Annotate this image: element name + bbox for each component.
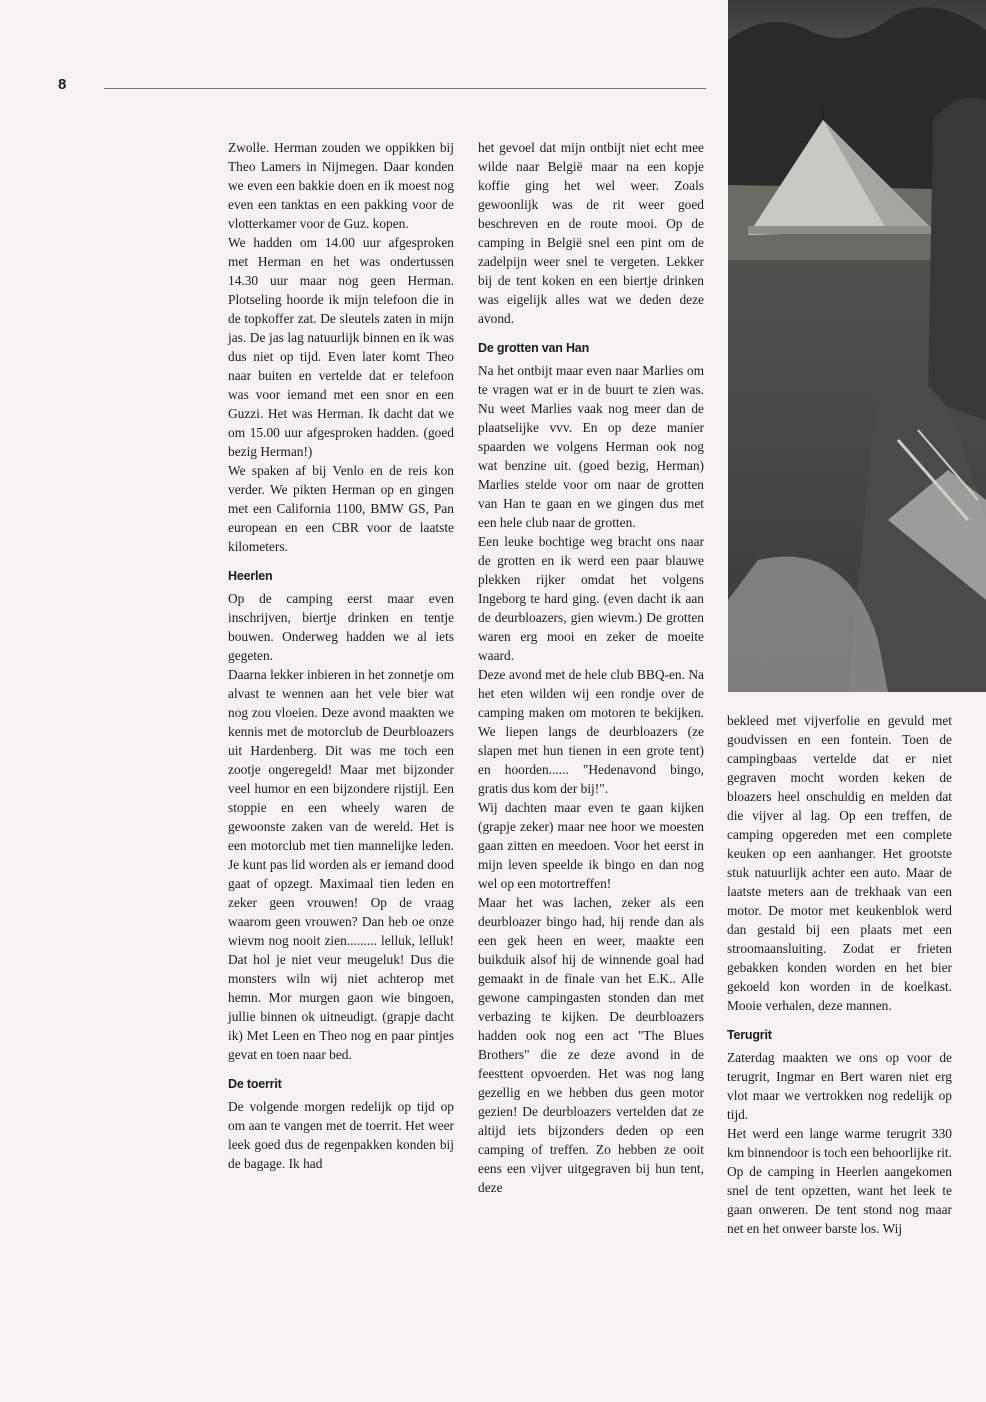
paragraph: We spaken af bij Venlo en de reis kon verder. We pikten Herman op en gingen met een California 1100, BMW GS, Pan european en een CBR voor de laatste kilometers. (228, 463, 454, 554)
paragraph: Zwolle. Herman zouden we oppikken bij Theo Lamers in Nijmegen. Daar konden we even een bakkie doen en ik moest nog even een tanktas en een pakking voor de vlotterkamer voor de Guz. kopen. (228, 140, 454, 231)
paragraph: Wij dachten maar even te gaan kijken (grapje zeker) maar nee hoor we moesten gaan zitten en meedoen. Voor het eerst in mijn leven speelde ik bingo en dan nog wel op een motortreffen! (478, 800, 704, 891)
paragraph: De volgende morgen redelijk op tijd op om aan te vangen met de toerrit. Het weer leek goed dus de regenpakken konden bij de bagage. Ik had (228, 1099, 454, 1171)
section-heading-heerlen: Heerlen (228, 569, 273, 583)
header-rule (104, 88, 706, 89)
paragraph: Na het ontbijt maar even naar Marlies om te vragen wat er in de buurt te zien was. Nu weet Marlies vaak nog meer dan de plaatselijke vvv. En op deze manier spaarden we volgens Herman ook nog wat benzine uit. (goed bezig, Herman) Marlies stelde voor om naar de grotten van Han te gaan en we gingen dus met een hele club naar de grotten. (478, 363, 704, 530)
paragraph: Op de camping eerst maar even inschrijven, biertje drinken en tentje bouwen. Onderweg hadden we al iets gegeten. (228, 591, 454, 663)
paragraph: Het werd een lange warme terugrit 330 km binnendoor is toch een behoorlijke rit. Op de camping in Heerlen aangekomen snel de tent opzetten, want het leek te gaan onweren. De tent stond nog maar net en het onweer barste los. Wij (727, 1126, 952, 1236)
column-2 (478, 138, 704, 1197)
section-heading-grotten: De grotten van Han (478, 341, 589, 355)
tent-photo-illustration (728, 0, 986, 692)
paragraph: We hadden om 14.00 uur afgesproken met Herman en het was ondertussen 14.30 uur maar nog geen Herman. Plotseling hoorde ik mijn telefoon die in de topkoffer zat. De sleutels zaten in mijn jas. De jas lag natuurlijk binnen en ik was dus niet op tijd. Even later komt Theo naar buiten en vertelde dat er telefoon was voor iemand met een snor en een Guzzi. Het was Herman. Ik dacht dat we om 15.00 uur afgesproken hadden. (goed bezig Herman!) (228, 235, 454, 459)
paragraph: Een leuke bochtige weg bracht ons naar de grotten en ik werd een paar blauwe plekken rijker omdat het volgens Ingeborg te hard ging. (even dacht ik aan de deurbloazers, gien wievm.) De grotten waren erg mooi en zeker de moeite waard. (478, 534, 704, 663)
paragraph: Maar het was lachen, zeker als een deurbloazer bingo had, hij rende dan als een gek heen en weer, maakte een buikduik alsof hij de winnende goal had gemaakt in de finale van het E.K.. Alle gewone campingasten stonden dan met verbazing te kijken. De deurbloazers hadden ook nog een act "The Blues Brothers" die ze deze avond in de feesttent opvoerden. Het was nog lang gezellig en we hebben dus geen motor gezien! De deurbloazers vertelden dat ze altijd iets bijzonders deden op een camping of treffen. Zo hebben ze ooit eens een vijver uitgegraven bij hun tent, deze (478, 895, 704, 1195)
paragraph: het gevoel dat mijn ontbijt niet echt mee wilde naar België maar na een kopje koffie ging het wel weer. Zoals gewoonlijk was de rit weer goed beschreven en de route mooi. Op de camping in België snel een pint om de zadelpijn weer snel te vergeten. Lekker bij de tent koken en een biertje drinken was eigelijk alles wat we deden deze avond. (478, 140, 704, 326)
paragraph: Deze avond met de hele club BBQ-en. Na het eten wilden wij een rondje over de camping maken om motoren te bekijken. We liepen langs de deurbloazers (ze slapen met hun tienen in een grote tent) en hoorden...... "Hedenavond bingo, gratis dus kom der bij!". (478, 667, 704, 796)
paragraph: Daarna lekker inbieren in het zonnetje om alvast te wennen aan het vele bier wat nog zou vloeien. Deze avond maakten we kennis met de motorclub de Deurbloazers uit Hardenberg. Dit was me toch een zootje ongeregeld! Maar met bijzonder veel humor en een bijzondere rijstijl. Een stoppie en een wheely waren de gewoonste zaken van de wereld. Het is een motorclub met tien mannelijke leden. Je kunt pas lid worden als er iemand dood gaat of opzegt. Maximaal tien leden en zeker geen vrouwen! Op de vraag waarom geen vrouwen? Dan heb oe onze wievm nog nooit zien......... lelluk, lelluk! Dat hol je niet veur meugeluk! Dus die monsters wiln wij niet achterop met hemn. Mor murgen gaon wie bingoen, jullie binnen ok uitneudigt. (grapje dacht ik) Met Leen en Theo nog en paar pintjes gevat en toen naar bed. (228, 667, 454, 1062)
paragraph: bekleed met vijverfolie en gevuld met goudvissen en een fontein. Toen de campingbaas vertelde dat er niet gegraven mocht worden keken de bloazers heel onschuldig en melden dat die vijver al lag. Op een treffen, de camping opgereden met een complete keuken op een aanhanger. Het grootste stuk natuurlijk achter een auto. Maar de laatste meters aan de trekhaak van een motor. De motor met keukenblok werd dan gestald bij een plaats met een stroomaansluiting. Zodat er frieten gebakken konden worden en het bier gekoeld kon worden in de koelkast. Mooie verhalen, deze mannen. (727, 713, 952, 1013)
section-heading-toerrit: De toerrit (228, 1077, 282, 1091)
page-number: 8 (58, 76, 67, 93)
campsite-photo (728, 0, 986, 692)
column-1 (228, 138, 454, 1173)
paragraph: Zaterdag maakten we ons op voor de terugrit, Ingmar en Bert waren niet erg vlot maar we vertrokken nog redelijk op tijd. (727, 1050, 952, 1122)
section-heading-terugrit: Terugrit (727, 1028, 772, 1042)
column-3 (727, 711, 952, 1238)
